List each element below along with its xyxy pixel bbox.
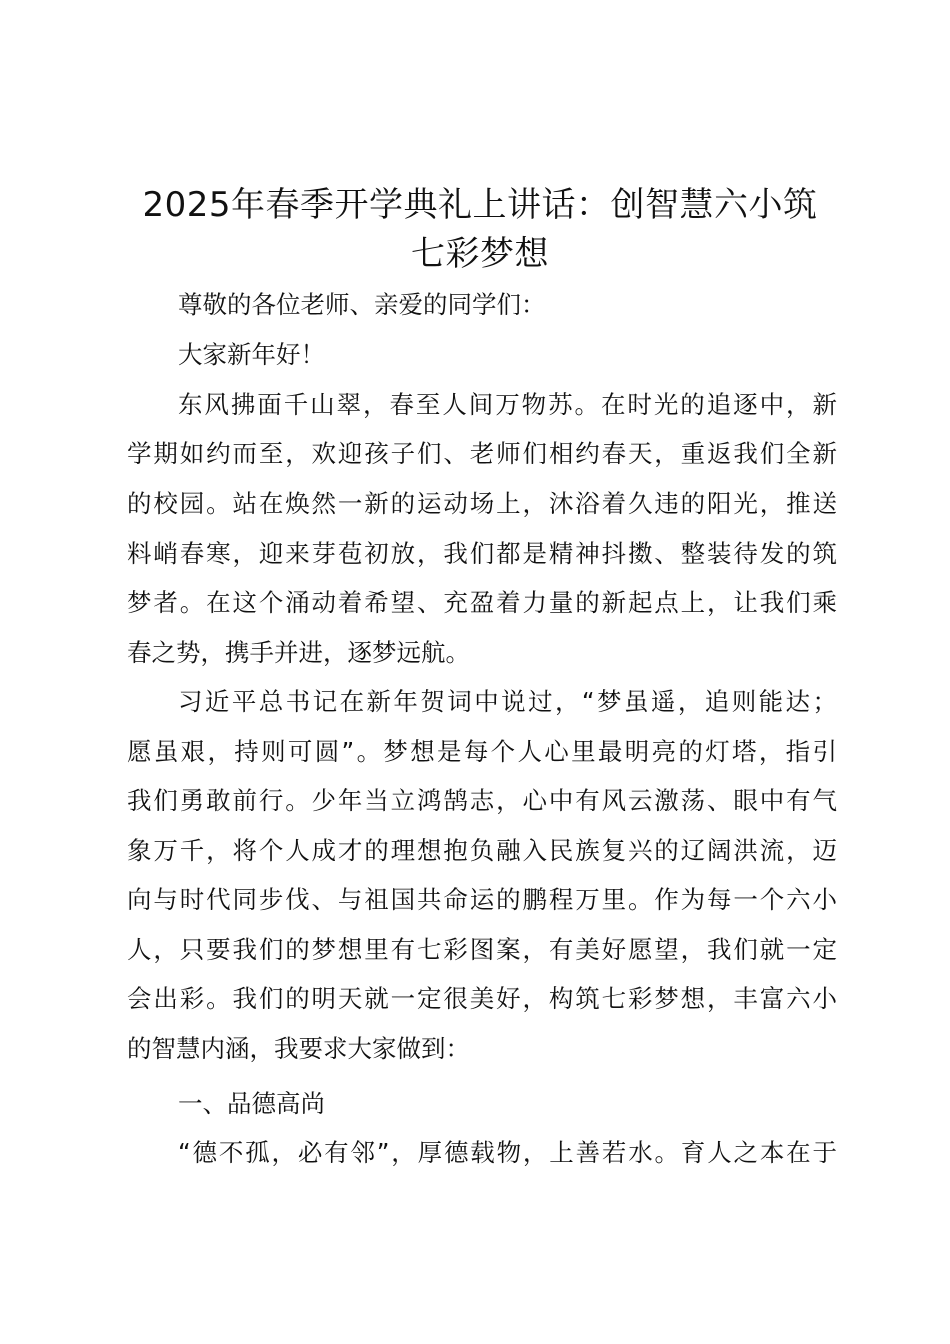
document-title-line-2: 七彩梦想 <box>411 234 549 274</box>
greeting: 大家新年好！ <box>178 340 325 369</box>
paragraph-line: 愿虽艰，持则可圆”。梦想是每个人心里最明亮的灯塔，指引 <box>127 737 837 766</box>
paragraph-line: 学期如约而至，欢迎孩子们、老师们相约春天，重返我们全新 <box>127 439 837 468</box>
paragraph-line: 会出彩。我们的明天就一定很美好，构筑七彩梦想，丰富六小 <box>127 984 837 1013</box>
paragraph-line: 的智慧内涵，我要求大家做到： <box>127 1034 470 1063</box>
paragraph-line: 春之势，携手并进，逐梦远航。 <box>127 638 470 667</box>
paragraph-line: 向与时代同步伐、与祖国共命运的鹏程万里。作为每一个六小 <box>127 885 837 914</box>
paragraph-line: 习近平总书记在新年贺词中说过，“梦虽遥，追则能达； <box>178 687 837 716</box>
paragraph-line: 象万千，将个人成才的理想抱负融入民族复兴的辽阔洪流，迈 <box>127 836 837 865</box>
paragraph-line: 梦者。在这个涌动着希望、充盈着力量的新起点上，让我们乘 <box>127 588 837 617</box>
paragraph-line: 我们勇敢前行。少年当立鸿鹄志，心中有风云激荡、眼中有气 <box>127 786 837 815</box>
document-title-line-1: 2025年春季开学典礼上讲话：创智慧六小筑 <box>142 185 818 225</box>
paragraph-line: 料峭春寒，迎来芽苞初放，我们都是精神抖擞、整装待发的筑 <box>127 539 837 568</box>
paragraph-line: 的校园。站在焕然一新的运动场上，沐浴着久违的阳光，推送 <box>127 489 837 518</box>
paragraph-line: “德不孤，必有邻”，厚德载物，上善若水。育人之本在于 <box>178 1138 837 1167</box>
section-heading: 一、品德高尚 <box>178 1089 325 1118</box>
paragraph-line: 东风拂面千山翠，春至人间万物苏。在时光的追逐中，新 <box>178 390 837 419</box>
salutation: 尊敬的各位老师、亲爱的同学们： <box>178 290 546 319</box>
paragraph-line: 人，只要我们的梦想里有七彩图案，有美好愿望，我们就一定 <box>127 935 837 964</box>
